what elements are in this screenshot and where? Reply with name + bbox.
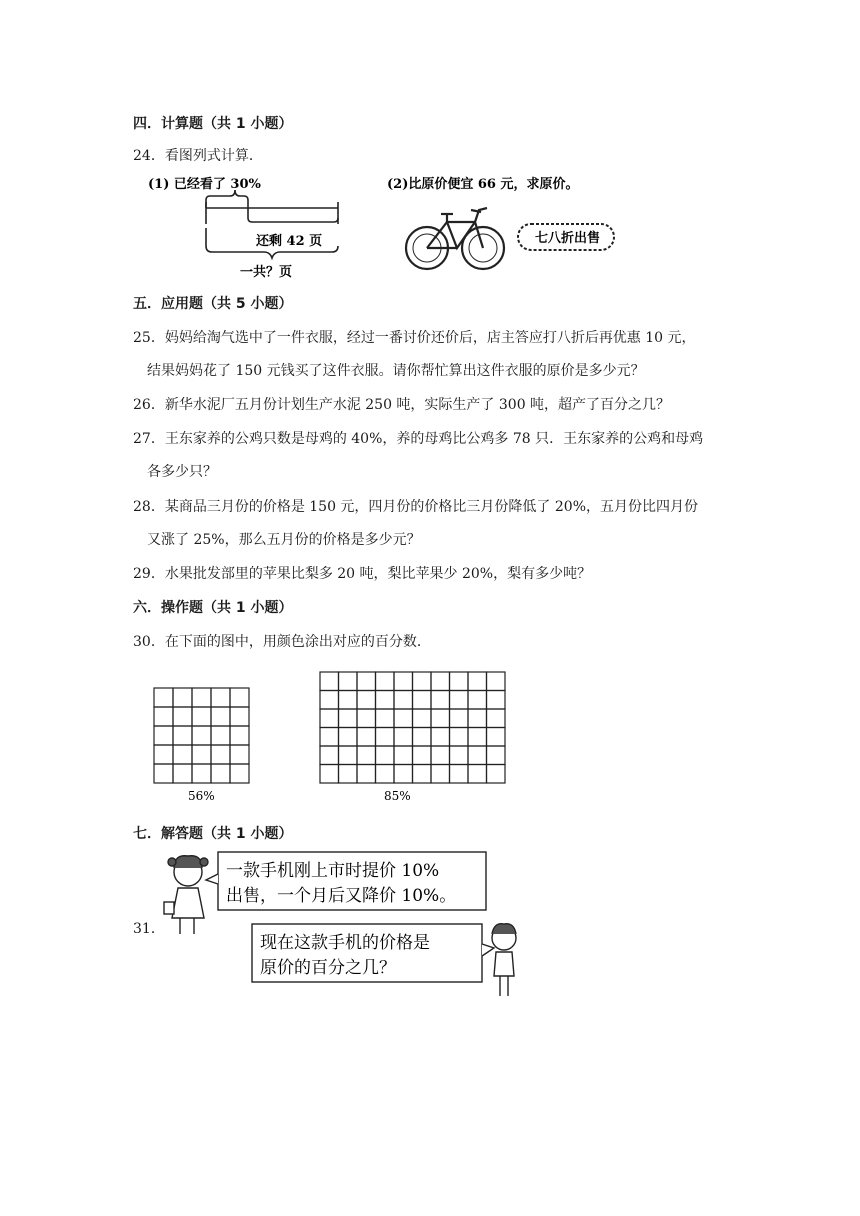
bicycle-icon <box>406 208 504 269</box>
grid-cell[interactable] <box>487 746 506 765</box>
grid-cell[interactable] <box>320 746 339 765</box>
grid-cell[interactable] <box>230 745 249 764</box>
grid-cell[interactable] <box>357 746 376 765</box>
grid-cell[interactable] <box>376 765 395 784</box>
question-28-line2: 又涨了 25%，那么五月份的价格是多少元？ <box>147 532 421 548</box>
grid1-label: 56% <box>188 789 215 803</box>
grid-cell[interactable] <box>339 691 358 710</box>
grid-cell[interactable] <box>431 765 450 784</box>
grid-cell[interactable] <box>357 765 376 784</box>
grid-cell[interactable] <box>376 709 395 728</box>
grid-cell[interactable] <box>450 672 469 691</box>
grid-cell[interactable] <box>339 672 358 691</box>
section-heading-6: 六．操作题（共 1 小题） <box>133 600 293 616</box>
grid-cell[interactable] <box>394 691 413 710</box>
bubble1-line1: 一款手机刚上市时提价 10% <box>226 861 440 881</box>
grid-cell[interactable] <box>450 709 469 728</box>
grid-cell[interactable] <box>450 765 469 784</box>
q24-fig1-remain: 还剩 42 页 <box>256 234 323 249</box>
question-25-line2: 结果妈妈花了 150 元钱买了这件衣服。请你帮忙算出这件衣服的原价是多少元？ <box>147 363 645 379</box>
grid-cell[interactable] <box>468 728 487 747</box>
grid-cell[interactable] <box>320 728 339 747</box>
grid-cell[interactable] <box>230 764 249 783</box>
grid-cell[interactable] <box>230 726 249 745</box>
section-heading-7: 七．解答题（共 1 小题） <box>133 826 293 842</box>
grid-cell[interactable] <box>230 688 249 707</box>
grid-cell[interactable] <box>450 728 469 747</box>
grid-cell[interactable] <box>357 728 376 747</box>
grid-cell[interactable] <box>431 672 450 691</box>
girl-icon <box>164 856 208 934</box>
grid-cell[interactable] <box>413 672 432 691</box>
grid2-label: 85% <box>384 789 411 803</box>
grid-cell[interactable] <box>376 746 395 765</box>
grid-cell[interactable] <box>468 672 487 691</box>
grid-cell[interactable] <box>357 709 376 728</box>
grid-cell[interactable] <box>487 691 506 710</box>
grid-cell[interactable] <box>376 691 395 710</box>
grid-cell[interactable] <box>192 688 211 707</box>
q24-fig2-sign: 七八折出售 <box>535 231 601 246</box>
question-27-line2: 各多少只？ <box>147 464 217 480</box>
grid-cell[interactable] <box>154 745 173 764</box>
bubble2-line2: 原价的百分之几？ <box>260 958 396 978</box>
grid-cell[interactable] <box>431 691 450 710</box>
grid-5x5 <box>154 688 249 783</box>
grid-cell[interactable] <box>192 745 211 764</box>
grid-cell[interactable] <box>431 728 450 747</box>
question-24-text: 24．看图列式计算． <box>133 148 263 164</box>
grid-cell[interactable] <box>211 764 230 783</box>
grid-cell[interactable] <box>487 709 506 728</box>
question-29-line1: 29．水果批发部里的苹果比梨多 20 吨，梨比苹果少 20%，梨有多少吨？ <box>133 566 592 582</box>
section-heading-5: 五．应用题（共 5 小题） <box>133 296 293 312</box>
grid-cell[interactable] <box>487 672 506 691</box>
grid-cell[interactable] <box>413 709 432 728</box>
grid-cell[interactable] <box>192 707 211 726</box>
grid-cell[interactable] <box>154 707 173 726</box>
boy-icon <box>492 924 516 996</box>
grid-cell[interactable] <box>431 709 450 728</box>
grid-cell[interactable] <box>468 709 487 728</box>
grid-cell[interactable] <box>339 746 358 765</box>
q24-fig2-title: (2)比原价便宜 66 元，求原价。 <box>387 177 579 192</box>
question-25-line1: 25．妈妈给淘气选中了一件衣服，经过一番讨价还价后，店主答应打八折后再优惠 10 元， <box>133 330 696 346</box>
q31-cartoon <box>160 848 522 1000</box>
grid-cell[interactable] <box>413 728 432 747</box>
grid-cell[interactable] <box>230 707 249 726</box>
grid-cell[interactable] <box>211 726 230 745</box>
q30-grid-figure <box>150 666 510 804</box>
grid-cell[interactable] <box>339 765 358 784</box>
grid-cell[interactable] <box>211 745 230 764</box>
grid-cell[interactable] <box>413 765 432 784</box>
grid-10x6 <box>320 672 505 783</box>
grid-cell[interactable] <box>154 688 173 707</box>
grid-cell[interactable] <box>357 691 376 710</box>
grid-cell[interactable] <box>487 765 506 784</box>
q24-bicycle-figure <box>385 172 625 278</box>
grid-cell[interactable] <box>154 764 173 783</box>
section-heading-4: 四．计算题（共 1 小题） <box>133 116 293 132</box>
grid-cell[interactable] <box>192 764 211 783</box>
question-28-line1: 28．某商品三月份的价格是 150 元，四月份的价格比三月份降低了 20%，五月份比四月份 <box>133 499 699 515</box>
grid-cell[interactable] <box>154 726 173 745</box>
grid-cell[interactable] <box>468 765 487 784</box>
grid-cell[interactable] <box>413 746 432 765</box>
speech-bubble-1 <box>206 852 486 910</box>
grid-cell[interactable] <box>211 707 230 726</box>
grid-cell[interactable] <box>413 691 432 710</box>
grid-cell[interactable] <box>173 707 192 726</box>
grid-cell[interactable] <box>320 672 339 691</box>
grid-cell[interactable] <box>376 672 395 691</box>
grid-cell[interactable] <box>357 672 376 691</box>
speech-bubble-2 <box>252 924 494 982</box>
grid-cell[interactable] <box>192 726 211 745</box>
grid-cell[interactable] <box>320 691 339 710</box>
q24-bracket-diagram <box>140 172 355 284</box>
grid-cell[interactable] <box>173 764 192 783</box>
grid-cell[interactable] <box>320 709 339 728</box>
q24-fig1-total: 一共？页 <box>240 265 293 280</box>
grid-cell[interactable] <box>394 709 413 728</box>
grid-cell[interactable] <box>173 688 192 707</box>
bubble1-line2: 出售，一个月后又降价 10%。 <box>226 886 457 906</box>
grid-cell[interactable] <box>431 746 450 765</box>
discount-sign <box>518 224 614 250</box>
grid-cell[interactable] <box>173 745 192 764</box>
grid-cell[interactable] <box>376 728 395 747</box>
grid-cell[interactable] <box>394 728 413 747</box>
grid-cell[interactable] <box>450 746 469 765</box>
grid-cell[interactable] <box>320 765 339 784</box>
grid-cell[interactable] <box>450 691 469 710</box>
question-26-line1: 26．新华水泥厂五月份计划生产水泥 250 吨，实际生产了 300 吨，超产了百分之几？ <box>133 397 671 413</box>
q24-fig1-title: (1) 已经看了 30% <box>148 177 261 192</box>
bubble2-line1: 现在这款手机的价格是 <box>260 933 430 953</box>
grid-cell[interactable] <box>339 709 358 728</box>
grid-cell[interactable] <box>394 672 413 691</box>
grid-cell[interactable] <box>394 746 413 765</box>
grid-cell[interactable] <box>487 728 506 747</box>
grid-cell[interactable] <box>468 691 487 710</box>
question-30-text: 30．在下面的图中，用颜色涂出对应的百分数． <box>133 634 431 650</box>
grid-cell[interactable] <box>339 728 358 747</box>
grid-cell[interactable] <box>173 726 192 745</box>
grid-cell[interactable] <box>394 765 413 784</box>
question-27-line1: 27．王东家养的公鸡只数是母鸡的 40%，养的母鸡比公鸡多 78 只．王东家养的公鸡和母鸡 <box>133 431 704 447</box>
grid-cell[interactable] <box>211 688 230 707</box>
grid-cell[interactable] <box>468 746 487 765</box>
question-31-number: 31． <box>133 921 165 937</box>
